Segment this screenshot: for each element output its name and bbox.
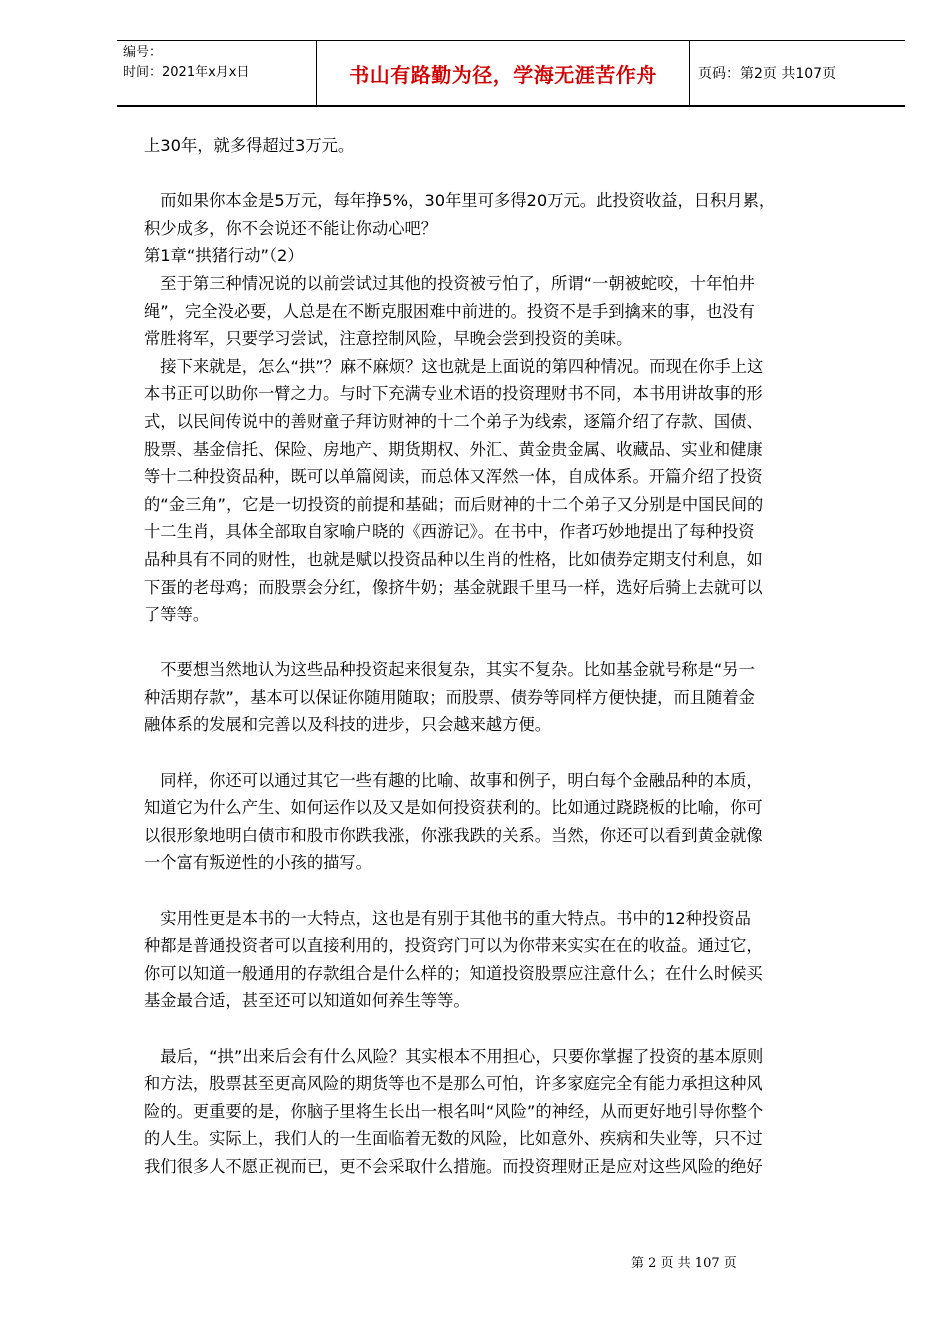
body-text: [144, 132, 890, 1181]
paragraph: 至于第三种情况说的以前尝试过其他的投资被亏怕了，所谓“一朝被蛇咬，十年怕井 绳”，完全没必要，人总是在不断克服困难中前进的。投资不是手到擒来的事，也没有 常胜将军，只要学习尝试，注意控制风险，早晚会尝到投资的美味。: [144, 273, 755, 349]
paragraph: 最后，“拱”出来后会有什么风险？其实根本不用担心，只要你掌握了投资的基本原则 和方法，股票甚至更高风险的期货等也不是那么可怕，许多家庭完全有能力承担这种风 险的。更重要的是，你脑子里将生长出一根名叫“风险”的神经，从而更好地引导你整个 的人生。实际上，我们人的一生面临着无数的风险，比如意外、疾病和失业等，只不过 我们很多人不愿正视而已，更不会采取什么措施。而投资理财正是应对这些风险的绝好: [144, 1046, 764, 1176]
paragraph: 实用性更是本书的一大特点，这也是有别于其他书的重大特点。书中的12种投资品 种都是普通投资者可以直接利用的，投资窍门可以为你带来实实在在的收益。通过它， 你可以知道一般通用的存款组合是什么样的；知道投资股票应注意什么；在什么时候买 基金最合适，甚至还可以知道如何养生等等。: [144, 908, 763, 1011]
number-label: 编号：: [123, 45, 163, 60]
paragraph-gap: [144, 877, 890, 905]
paragraph-gap: [144, 739, 890, 767]
paragraph: 接下来就是，怎么“拱”？麻不麻烦？这也就是上面说的第四种情况。而现在你手上这 本书正可以助你一臂之力。与时下充满专业术语的投资理财书不同，本书用讲故事的形 式，以民间传说中的善财童子拜访财神的十二个弟子为线索，逐篇介绍了存款、国债、 股票、基金信托、保险、房地产、期货期权、外汇、黄金贵金属、收藏品、实业和健康 等十二种投资品种，既可以单篇阅读，而总体又浑然一体，自成体系。开篇介绍了投资 的“金三角”，它是一切投资的前提和基础；而后财神的十二个弟子又分别是中国民间的 十二生肖，具体全部取自家喻户晓的《西游记》。在书中，作者巧妙地提出了每种投资 品种具有不同的财性，也就是赋以投资品种以生肖的性格，比如债券定期支付利息，如 下蛋的老母鸡；而股票会分红，像挤牛奶；基金就跟千里马一样，选好后骑上去就可以 了等等。: [144, 356, 764, 625]
paragraph: 不要想当然地认为这些品种投资起来很复杂，其实不复杂。比如基金就号称是“另一 种活期存款”，基本可以保证你随用随取；而股票、债券等同样方便快捷，而且随着金 融体系的发展和完善以及科技的进步，只会越来越方便。: [144, 660, 755, 735]
footer-page-number: 第 2 页 共 107 页: [631, 1256, 737, 1271]
paragraph: 同样，你还可以通过其它一些有趣的比喻、故事和例子，明白每个金融品种的本质， 知道它为什么产生、如何运作以及又是如何投资获利的。比如通过跷跷板的比喻，你可 以很形象地明白债市和股市你跌我涨，你涨我跌的关系。当然，你还可以看到黄金就像 一个富有叛逆性的小孩的描写。: [144, 770, 763, 873]
page-info-text: 页码：第2页 共107页: [698, 66, 837, 82]
header-motto: [316, 41, 690, 105]
chapter-heading: 第1章“拱猪行动”（2）: [144, 246, 304, 266]
page-footer: [631, 1252, 737, 1271]
paragraph: 而如果你本金是5万元，每年挣5%，30年里可多得20万元。此投资收益，日积月累， 积少成多，你不会说还不能让你动心吧？: [144, 191, 776, 238]
header-meta: [117, 41, 316, 105]
paragraph: 上30年，就多得超过3万元。: [144, 136, 355, 155]
paragraph-gap: [144, 160, 890, 188]
header-page-info: [690, 41, 905, 105]
page-header: [117, 40, 905, 107]
motto-text: 书山有路勤为径，学海无涯苦作舟: [349, 62, 657, 87]
paragraph-gap: [144, 1015, 890, 1043]
paragraph-gap: [144, 629, 890, 657]
time-label: 时间：2021年x月x日: [123, 65, 250, 80]
